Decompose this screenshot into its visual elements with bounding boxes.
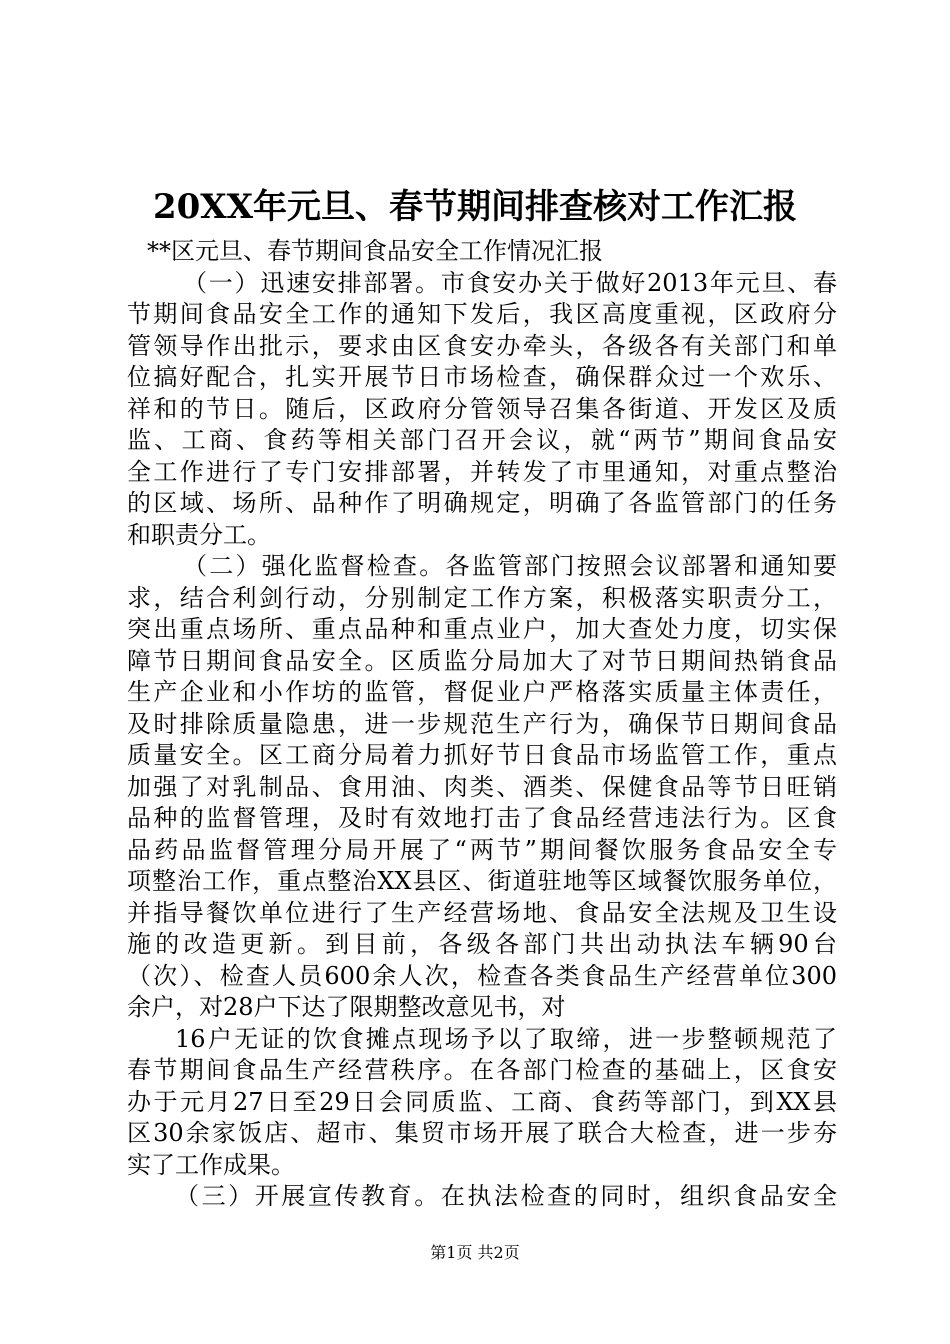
paragraph-line: 办于元月27日至29日会同质监、工商、食药等部门，到XX县 xyxy=(127,1087,837,1116)
paragraph-line: 生产企业和小作坊的监管，督促业户严格落实质量主体责任， xyxy=(127,678,837,706)
paragraph-line: 管领导作出批示，要求由区食安办牵头，各级各有关部门和单 xyxy=(127,331,837,360)
paragraph-line: 16户无证的饮食摊点现场予以了取缔，进一步整顿规范了 xyxy=(175,1024,837,1053)
paragraph-line: 余户，对28户下达了限期整改意见书，对 xyxy=(127,993,566,1021)
paragraph-line: 及时排除质量隐患，进一步规范生产行为，确保节日期间食品 xyxy=(127,709,837,738)
paragraph-line: 的区域、场所、品种作了明确规定，明确了各监管部门的任务 xyxy=(127,489,837,517)
paragraph-line: 监、工商、食药等相关部门召开会议，就“两节”期间食品安 xyxy=(127,426,837,454)
paragraph-line: 区30余家饭店、超市、集贸市场开展了联合大检查，进一步夯 xyxy=(127,1119,837,1147)
paragraph-line: 质量安全。区工商分局着力抓好节日食品市场监管工作，重点 xyxy=(127,741,837,769)
paragraph-line: 春节期间食品生产经营秩序。在各部门检查的基础上，区食安 xyxy=(127,1056,837,1084)
paragraph-line: 并指导餐饮单位进行了生产经营场地、食品安全法规及卫生设 xyxy=(127,898,837,927)
page-footer: 第1页 共2页 xyxy=(430,1243,520,1262)
subtitle-line: **区元旦、春节期间食品安全工作情况汇报 xyxy=(147,237,603,265)
paragraph-line: 品药品监督管理分局开展了“两节”期间餐饮服务食品安全专 xyxy=(127,835,837,864)
paragraph-line: （次）、检查人员600余人次，检查各类食品生产经营单位300 xyxy=(127,961,837,990)
document-body xyxy=(127,236,837,1213)
paragraph-line: 位搞好配合，扎实开展节日市场检查，确保群众过一个欢乐、 xyxy=(127,363,837,391)
paragraph-line: 全工作进行了专门安排部署，并转发了市里通知，对重点整治 xyxy=(127,457,837,486)
paragraph-line: 祥和的节日。随后，区政府分管领导召集各街道、开发区及质 xyxy=(127,394,837,423)
paragraph-line: （二）强化监督检查。各监管部门按照会议部署和通知要 xyxy=(183,552,837,580)
paragraph-line: 施的改造更新。到目前，各级各部门共出动执法车辆90台 xyxy=(127,930,837,958)
document-title: 20XX年元旦、春节期间排查核对工作汇报 xyxy=(152,187,798,227)
paragraph-line: （三）开展宣传教育。在执法检查的同时，组织食品安全 xyxy=(175,1182,837,1210)
paragraph-line: 品种的监督管理，及时有效地打击了食品经营违法行为。区食 xyxy=(127,804,837,832)
paragraph-line: 和职责分工。 xyxy=(127,520,271,549)
paragraph-line: （一）迅速安排部署。市食安办关于做好2013年元旦、春 xyxy=(183,268,837,297)
paragraph-line: 障节日期间食品安全。区质监分局加大了对节日期间热销食品 xyxy=(127,646,837,675)
paragraph-line: 项整治工作，重点整治XX县区、街道驻地等区域餐饮服务单位， xyxy=(127,867,837,895)
paragraph-line: 加强了对乳制品、食用油、肉类、酒类、保健食品等节日旺销 xyxy=(127,772,837,801)
paragraph-line: 实了工作成果。 xyxy=(127,1150,295,1179)
paragraph-line: 突出重点场所、重点品种和重点业户，加大查处力度，切实保 xyxy=(127,615,837,643)
paragraph-line: 节期间食品安全工作的通知下发后，我区高度重视，区政府分 xyxy=(127,300,837,328)
paragraph-line: 求，结合利剑行动，分别制定工作方案，积极落实职责分工， xyxy=(127,583,837,612)
